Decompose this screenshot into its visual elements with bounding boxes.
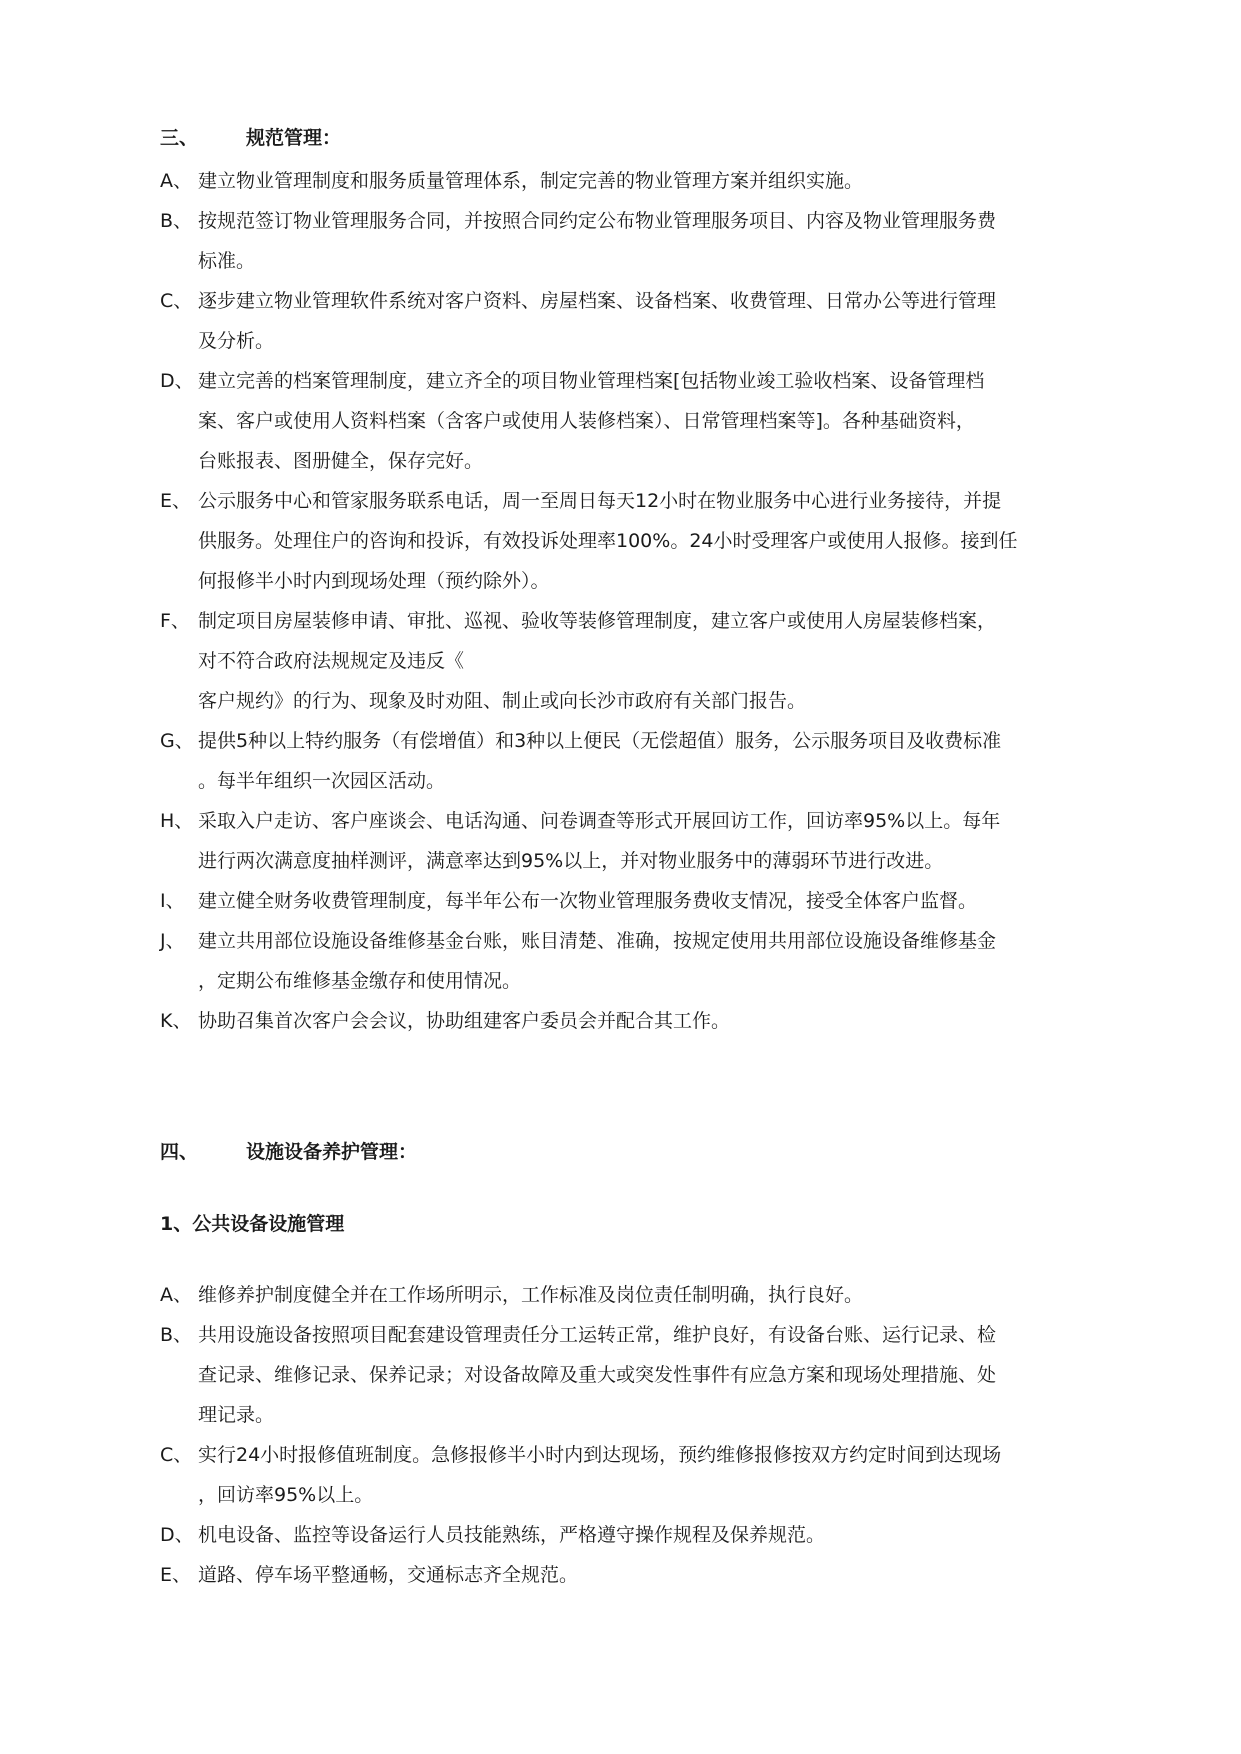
subsection-heading: 1、公共设备设施管理 <box>160 1213 345 1235</box>
item-text: 逐步建立物业管理软件系统对客户资料、房屋档案、设备档案、收费管理、日常办公等进行管理 及分析。 <box>198 290 997 352</box>
item-label: K、 <box>160 1010 192 1032</box>
item-label: A、 <box>160 1284 192 1306</box>
list-item <box>160 881 1120 921</box>
item-label: I、 <box>160 890 185 912</box>
item-label: E、 <box>160 1564 192 1586</box>
item-text: 采取入户走访、客户座谈会、电话沟通、问卷调查等形式开展回访工作，回访率95%以上。每年 进行两次满意度抽样测评，满意率达到95%以上，并对物业服务中的薄弱环节进行改进。 <box>198 810 1001 872</box>
list-item <box>160 201 1120 281</box>
item-label: B、 <box>160 1324 193 1346</box>
item-text: 提供5种以上特约服务（有偿增值）和3种以上便民（无偿超值）服务，公示服务项目及收费标准 。每半年组织一次园区活动。 <box>198 730 1002 792</box>
item-text: 实行24小时报修值班制度。急修报修半小时内到达现场，预约维修报修按双方约定时间到达现场 ，回访率95%以上。 <box>198 1444 1002 1506</box>
item-label: J、 <box>160 930 185 952</box>
item-label: D、 <box>160 370 194 392</box>
list-item <box>160 161 1120 201</box>
item-text: 按规范签订物业管理服务合同，并按照合同约定公布物业管理服务项目、内容及物业管理服务费 标准。 <box>198 210 997 272</box>
section-number: 四、 <box>160 1141 199 1163</box>
list-item <box>160 1001 1120 1041</box>
item-text: 道路、停车场平整通畅，交通标志齐全规范。 <box>198 1564 579 1586</box>
list-item <box>160 1315 1120 1435</box>
item-label: E、 <box>160 490 192 512</box>
item-label: G、 <box>160 730 194 752</box>
list-item <box>160 801 1120 881</box>
item-label: F、 <box>160 610 190 632</box>
item-text: 共用设施设备按照项目配套建设管理责任分工运转正常，维护良好，有设备台账、运行记录、检 查记录、维修记录、保养记录；对设备故障及重大或突发性事件有应急方案和现场处理措施、处 理记录。 <box>198 1324 997 1426</box>
list-item <box>160 601 1120 721</box>
item-text: 公示服务中心和管家服务联系电话，周一至周日每天12小时在物业服务中心进行业务接待，并提 供服务。处理住户的咨询和投诉，有效投诉处理率100%。24小时受理客户或使用人报修。接到任 何报修半小时内到现场处理（预约除外）。 <box>198 490 1018 592</box>
item-text: 机电设备、监控等设备运行人员技能熟练，严格遵守操作规程及保养规范。 <box>198 1524 826 1546</box>
list-item <box>160 281 1120 361</box>
section-3-heading <box>160 126 1120 150</box>
section-title: 规范管理： <box>246 127 342 149</box>
section-3-list <box>160 161 1120 1041</box>
list-item <box>160 921 1120 1001</box>
list-item <box>160 1435 1120 1515</box>
list-item <box>160 1515 1120 1555</box>
item-label: A、 <box>160 170 192 192</box>
item-text: 制定项目房屋装修申请、审批、巡视、验收等装修管理制度，建立客户或使用人房屋装修档案， 对不符合政府法规规定及违反《 客户规约》的行为、现象及时劝阻、制止或向长沙市政府有关部门报告。 <box>198 610 997 712</box>
list-item <box>160 361 1120 481</box>
section-number: 三、 <box>160 127 199 149</box>
list-item <box>160 721 1120 801</box>
item-label: C、 <box>160 1444 193 1466</box>
section-4-list <box>160 1275 1120 1595</box>
item-text: 建立共用部位设施设备维修基金台账，账目清楚、准确，按规定使用共用部位设施设备维修基金 ，定期公布维修基金缴存和使用情况。 <box>198 930 997 992</box>
item-label: B、 <box>160 210 193 232</box>
list-item <box>160 481 1120 601</box>
item-label: C、 <box>160 290 193 312</box>
section-title: 设施设备养护管理： <box>246 1141 418 1163</box>
item-text: 协助召集首次客户会会议，协助组建客户委员会并配合其工作。 <box>198 1010 731 1032</box>
item-text: 建立完善的档案管理制度，建立齐全的项目物业管理档案[包括物业竣工验收档案、设备管理档 案、客户或使用人资料档案（含客户或使用人装修档案）、日常管理档案等]。各种基础资料， 台账报表、图册健全，保存完好。 <box>198 370 985 472</box>
item-label: D、 <box>160 1524 194 1546</box>
section-4-heading <box>160 1140 1120 1164</box>
item-text: 建立健全财务收费管理制度，每半年公布一次物业管理服务费收支情况，接受全体客户监督。 <box>198 890 978 912</box>
list-item <box>160 1275 1120 1315</box>
item-text: 维修养护制度健全并在工作场所明示，工作标准及岗位责任制明确，执行良好。 <box>198 1284 864 1306</box>
item-text: 建立物业管理制度和服务质量管理体系，制定完善的物业管理方案并组织实施。 <box>198 170 864 192</box>
item-label: H、 <box>160 810 194 832</box>
list-item <box>160 1555 1120 1595</box>
